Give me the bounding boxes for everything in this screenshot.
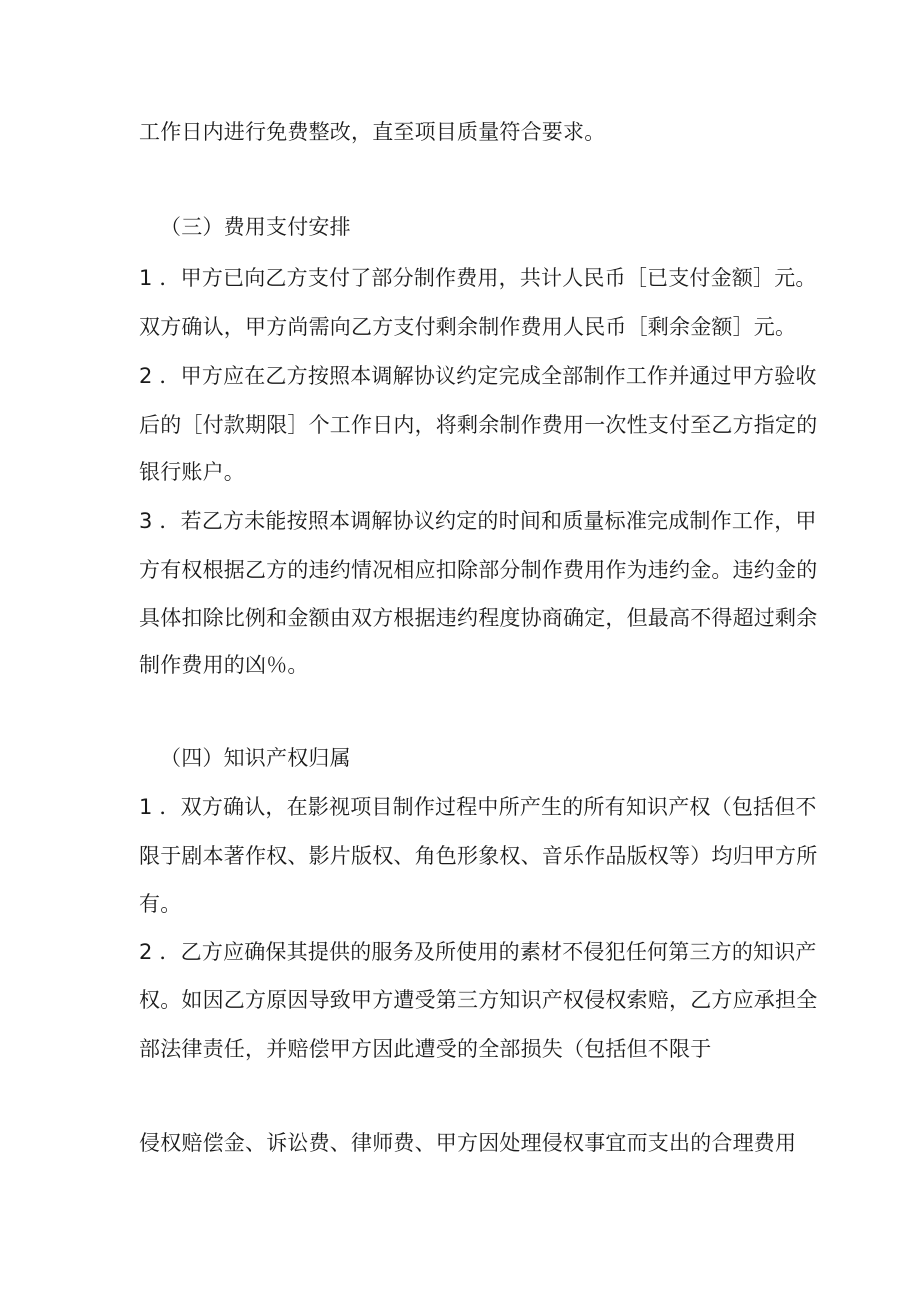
text-line: 3 ．若乙方未能按照本调解协议约定的时间和质量标准完成制作工作，甲: [139, 509, 817, 533]
text-line: 有。: [139, 892, 182, 916]
text-line: 工作日内进行免费整改，直至项目质量符合要求。: [139, 120, 606, 144]
text-line: 1 ．双方确认，在影视项目制作过程中所产生的所有知识产权（包括但不: [139, 795, 817, 819]
text-line: 2 ．乙方应确保其提供的服务及所使用的素材不侵犯任何第三方的知识产: [139, 940, 817, 964]
text-line: 限于剧本著作权、影片版权、角色形象权、音乐作品版权等）均归甲方所: [139, 844, 818, 868]
text-line: 双方确认，甲方尚需向乙方支付剩余制作费用人民币［剩余金额］元。: [139, 315, 797, 339]
text-line: 部法律责任，并赔偿甲方因此遭受的全部损失（包括但不限于: [139, 1037, 712, 1061]
text-line: 1 ．甲方已向乙方支付了部分制作费用，共计人民币［已支付金额］元。: [139, 266, 817, 290]
text-line: 方有权根据乙方的违约情况相应扣除部分制作费用作为违约金。违约金的: [139, 558, 818, 582]
text-line: 权。如因乙方原因导致甲方遭受第三方知识产权侵权索赔，乙方应承担全: [139, 988, 818, 1012]
text-line: 具体扣除比例和金额由双方根据违约程度协商确定，但最高不得超过剩余: [139, 606, 818, 630]
text-line: 侵权赔偿金、诉讼费、律师费、甲方因处理侵权事宜而支出的合理费用: [139, 1131, 797, 1155]
text-line: 后的［付款期限］个工作日内，将剩余制作费用一次性支付至乙方指定的: [139, 413, 818, 437]
text-line: 银行账户。: [139, 460, 245, 484]
section-heading-fees: （三）费用支付安排: [160, 215, 351, 239]
section-heading-ip: （四）知识产权归属: [160, 746, 351, 770]
text-line: 2 ．甲方应在乙方按照本调解协议约定完成全部制作工作并通过甲方验收: [139, 364, 817, 388]
text-line: 制作费用的凶％。: [139, 653, 309, 677]
